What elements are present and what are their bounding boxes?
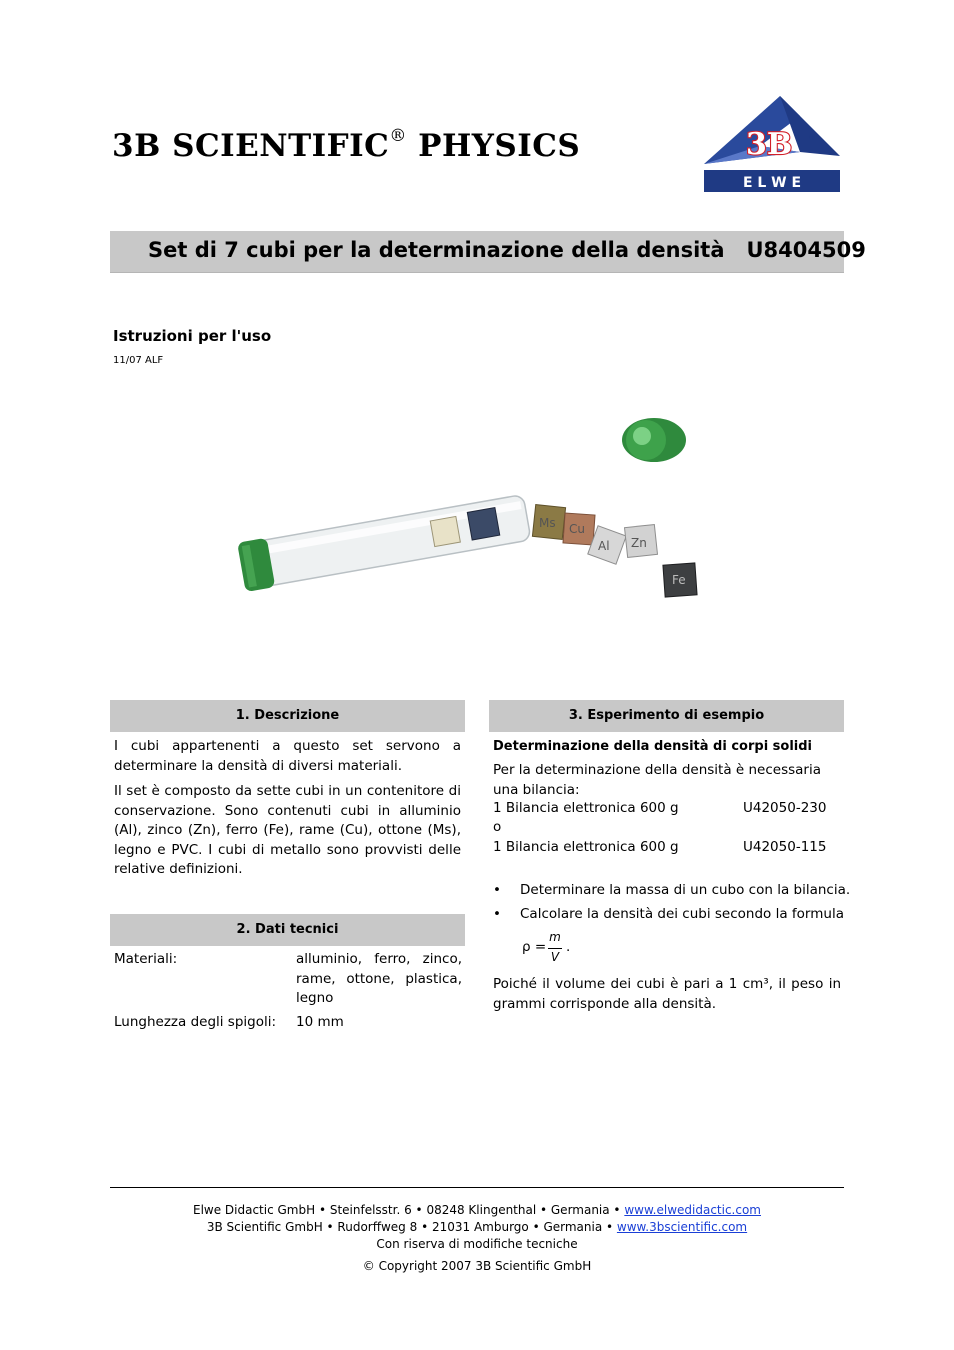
experiment-intro: Per la determinazione della densità è necessaria una bilancia:: [493, 762, 822, 798]
section-header-dati-tecnici: 2. Dati tecnici: [110, 914, 465, 946]
logo-elwe-text: E L W E: [742, 175, 802, 191]
elwedidactic-link[interactable]: www.elwedidactic.com: [624, 1203, 761, 1217]
cube-label: Zn: [631, 536, 647, 550]
requirement-code: U42050-230: [743, 800, 827, 816]
elwe-3b-logo: [700, 94, 842, 194]
tech-data-value: 10 mm: [296, 1014, 344, 1030]
requirement-item: 1 Bilancia elettronica 600 g: [493, 800, 679, 816]
brand-suffix: PHYSICS: [406, 128, 581, 164]
list-item: [493, 905, 843, 925]
tech-data-label: Materiali:: [114, 951, 178, 967]
tech-data-label: Lunghezza degli spigoli:: [114, 1014, 277, 1030]
product-code: U8404509: [746, 238, 866, 262]
footer-divider: [110, 1187, 844, 1188]
paragraph: I cubi appartenenti a questo set servono a determinare la densità di diversi materiali.: [114, 738, 461, 774]
footer-address-text: 3B Scientific GmbH • Rudorffweg 8 • 21031 Amburgo • Germania •: [206, 1220, 617, 1234]
footer-address-3b: [110, 1220, 844, 1234]
product-photo-illustration: [232, 396, 722, 624]
tech-data-row: [114, 1013, 461, 1033]
registered-mark: ®: [389, 125, 407, 146]
logo-registered-mark: ®: [808, 133, 816, 142]
formula-denominator: V: [550, 950, 560, 964]
bullet-icon: •: [493, 906, 501, 922]
cube-label: Ms: [539, 516, 556, 530]
product-name: Set di 7 cubi per la determinazione della densità: [148, 238, 725, 262]
cube-label: Fe: [672, 573, 686, 587]
bullet-icon: •: [493, 882, 501, 898]
experiment-conclusion: Poiché il volume dei cubi è pari a 1 cm³, il peso in grammi corrisponde alla densità.: [493, 976, 841, 1012]
formula-lhs: ρ =: [522, 939, 547, 955]
section-header-esperimento: 3. Esperimento di esempio: [489, 700, 844, 732]
tech-data-value: alluminio, ferro, zinco, rame, ottone, plastica, legno: [296, 951, 462, 1006]
logo-graphic: [700, 94, 842, 194]
product-title: [148, 238, 866, 262]
revision-code: 11/07 ALF: [113, 355, 164, 366]
tech-data-row: [114, 950, 461, 1010]
formula-end: .: [566, 939, 571, 955]
logo-3b-text: 3B: [746, 127, 793, 162]
footer-address-elwe: [110, 1203, 844, 1217]
footer-address-text: Elwe Didactic GmbH • Steinfelsstr. 6 • 08248 Klingenthal • Germania •: [192, 1203, 625, 1217]
footer-copyright: © Copyright 2007 3B Scientific GmbH: [362, 1259, 592, 1273]
section-descrizione-body: [114, 737, 461, 886]
brand-prefix: 3B SCIENTIFIC: [112, 128, 390, 164]
section-header-descrizione: 1. Descrizione: [110, 700, 465, 732]
cube-label: Al: [598, 539, 610, 553]
cube-label: Cu: [569, 522, 585, 536]
list-item-text: Determinare la massa di un cubo con la bilancia.: [520, 882, 851, 898]
requirement-row: [493, 799, 843, 819]
formula-numerator: m: [549, 930, 561, 944]
list-item-text: Calcolare la densità dei cubi secondo la formula: [520, 906, 844, 922]
brand-title: [112, 125, 581, 164]
experiment-subheading: Determinazione della densità di corpi solidi: [493, 739, 813, 754]
paragraph: Il set è composto da sette cubi in un contenitore di conservazione. Sono contenuti cubi in alluminio (Al), zinco (Zn), ferro (Fe), rame (Cu), ottone (Ms), legno e PVC. I cubi di metallo sono provvisti delle relative definizioni.: [114, 783, 461, 877]
requirement-row: [493, 838, 843, 858]
requirement-or: o: [493, 819, 502, 835]
footer-disclaimer: Con riserva di modifiche tecniche: [376, 1237, 578, 1251]
fraction-line: [548, 948, 562, 949]
product-photo: [232, 396, 722, 624]
density-formula: [522, 930, 582, 970]
requirement-code: U42050-115: [743, 839, 827, 855]
3bscientific-link[interactable]: www.3bscientific.com: [616, 1220, 748, 1234]
list-item: [493, 881, 851, 901]
instructions-heading: Istruzioni per l'uso: [113, 327, 272, 345]
requirement-item: 1 Bilancia elettronica 600 g: [493, 839, 679, 855]
product-title-bar: [110, 231, 866, 273]
